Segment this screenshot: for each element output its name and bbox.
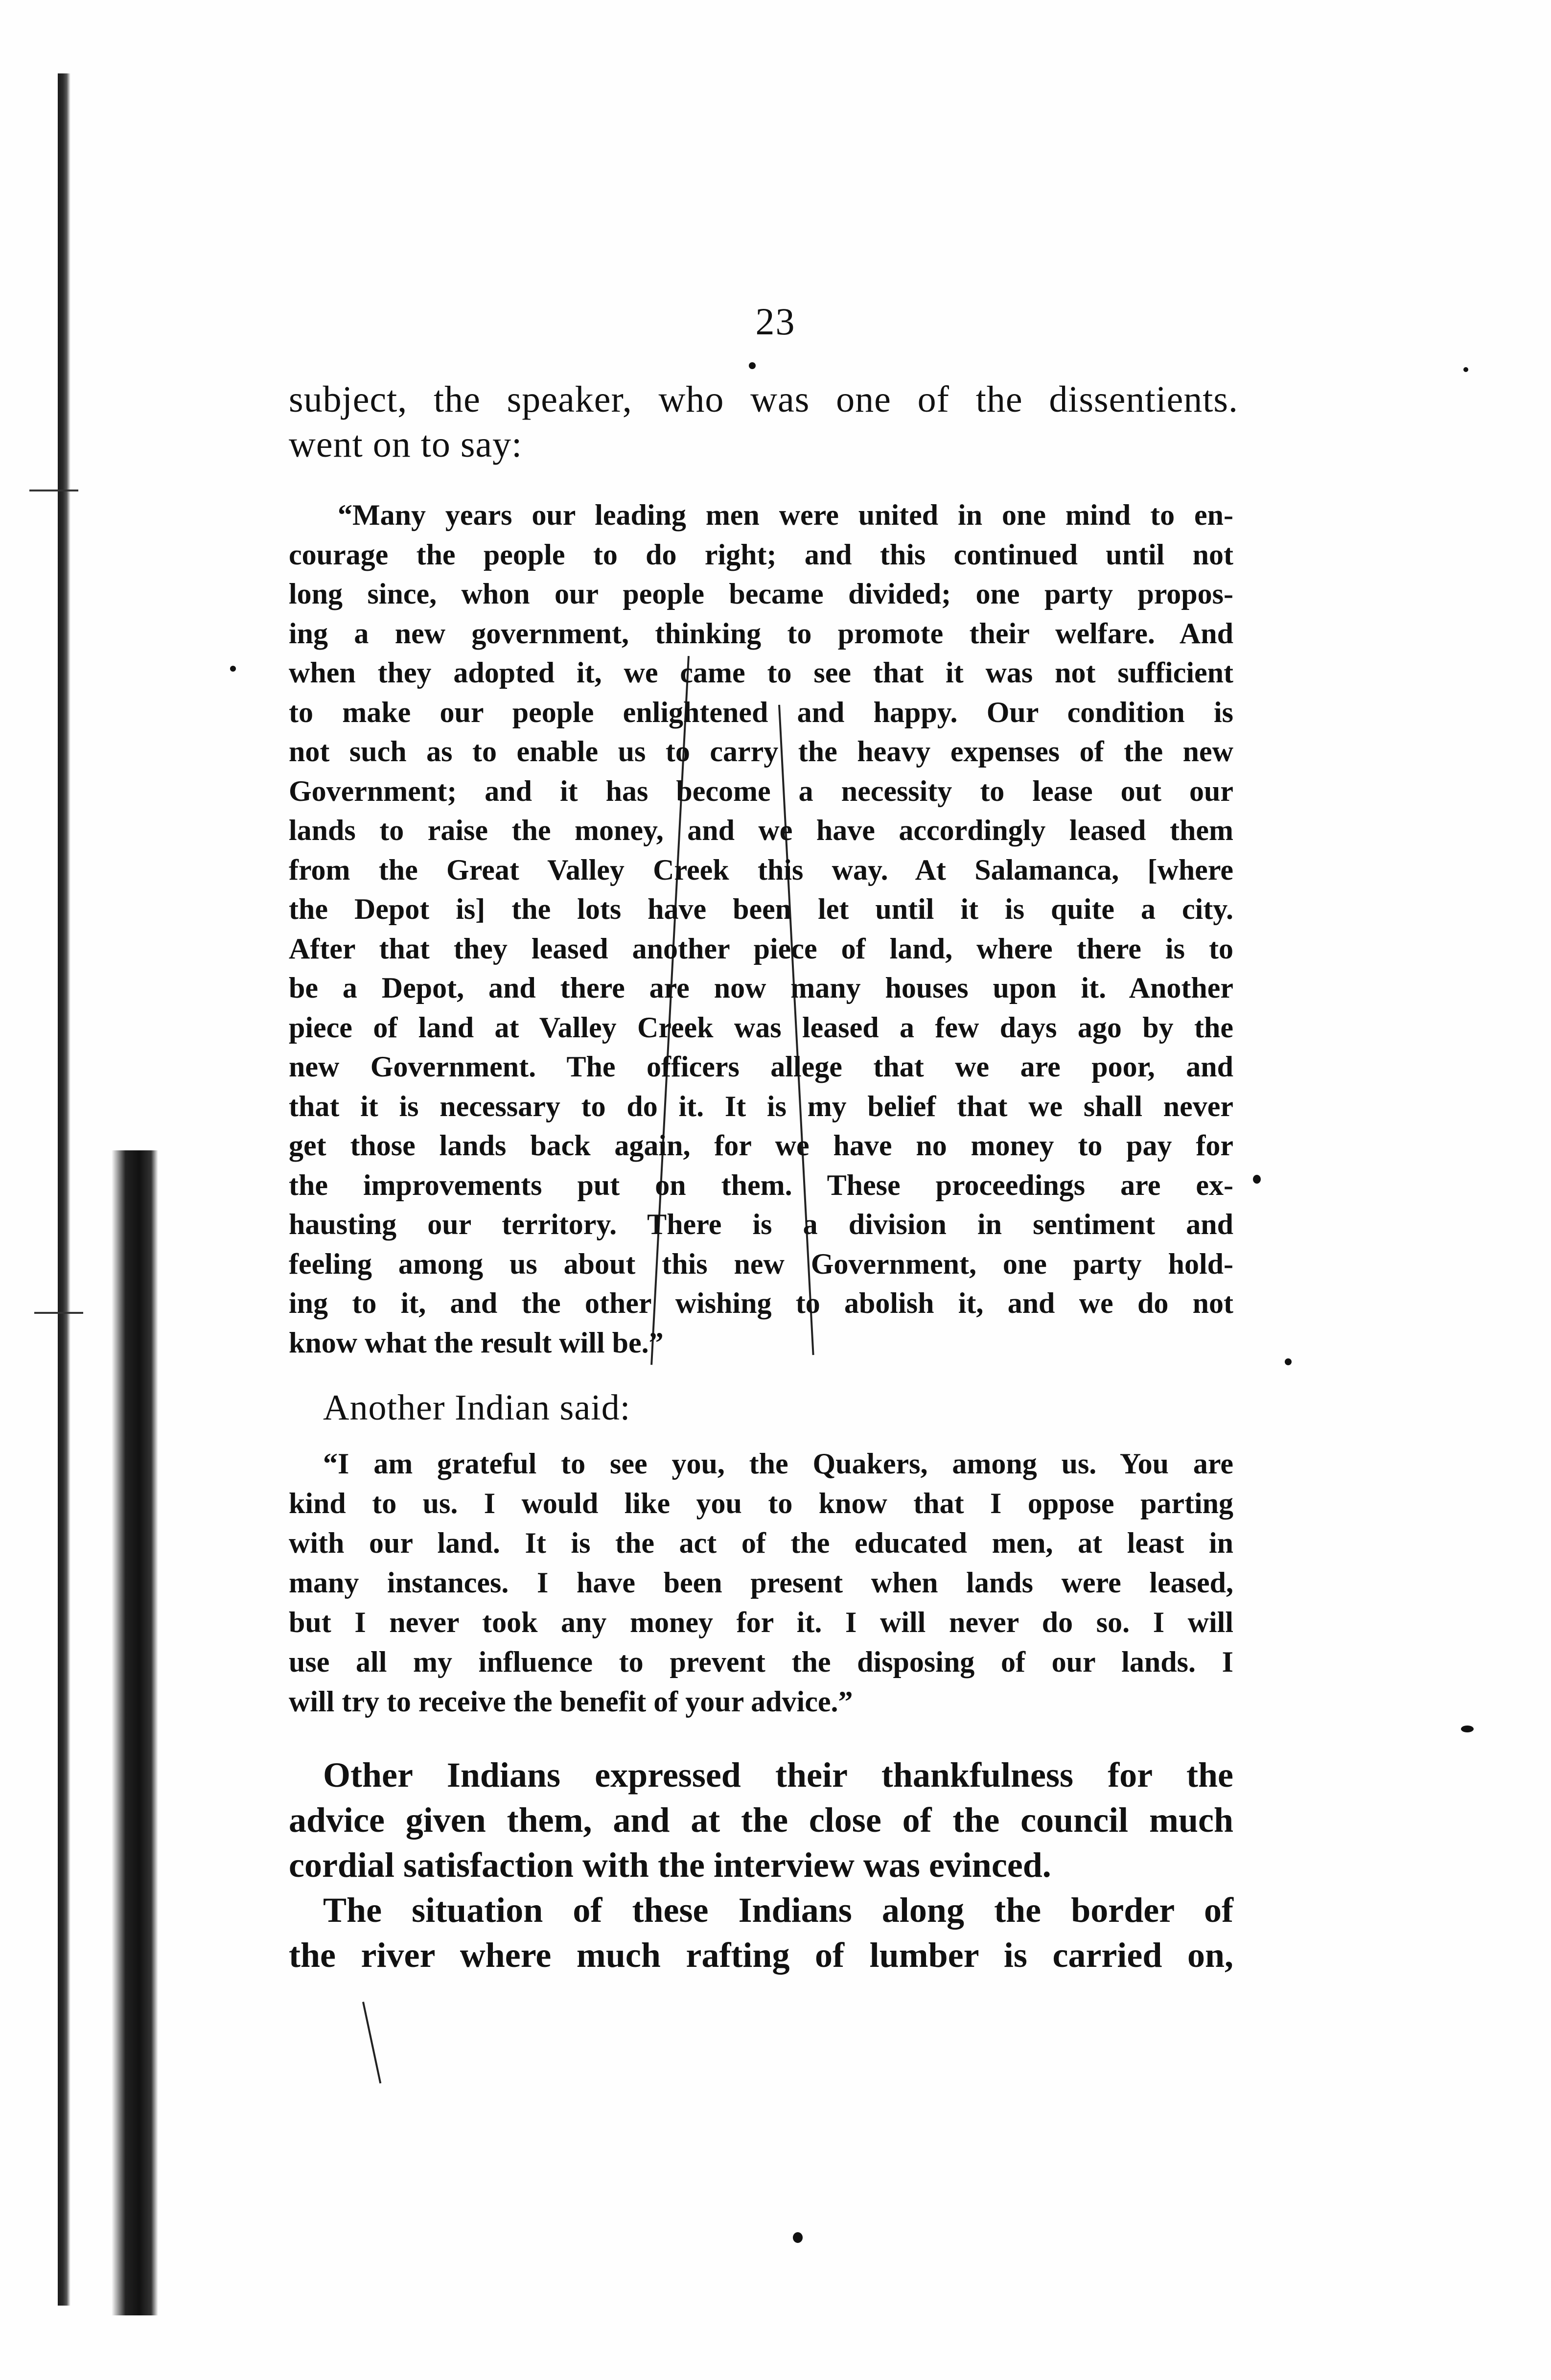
text-line: but I never took any money for it. I will never do so. I will [289, 1606, 1233, 1638]
text-line: advice given them, and at the close of the council much [289, 1800, 1233, 1840]
text-line: the Depot is] the lots have been let until it is quite a city. [289, 893, 1233, 925]
text-line: use all my influence to prevent the disposing of our lands. I [289, 1646, 1233, 1678]
text-line: will try to receive the benefit of your advice.” [289, 1685, 853, 1718]
text-line: Government; and it has become a necessity to lease out our [289, 774, 1233, 807]
scan-speck [230, 666, 236, 672]
text-line: ing a new government, thinking to promote their welfare. And [289, 617, 1233, 650]
scan-speck [749, 362, 756, 369]
text-line: many instances. I have been present when lands were leased, [289, 1566, 1233, 1599]
scan-mark [34, 1312, 83, 1314]
text-line: cordial satisfaction with the interview was evinced. [289, 1845, 1051, 1885]
text-line: piece of land at Valley Creek was leased a few days ago by the [289, 1011, 1233, 1044]
text-line: that it is necessary to do it. It is my belief that we shall never [289, 1090, 1233, 1122]
scan-speck [793, 2232, 803, 2243]
text-line: know what the result will be.” [289, 1326, 664, 1359]
text-line: Other Indians expressed their thankfulness for the [323, 1755, 1233, 1795]
text-line: hausting our territory. There is a division in sentiment and [289, 1208, 1233, 1240]
text-line: went on to say: [289, 424, 523, 465]
text-line: new Government. The officers allege that we are poor, and [289, 1050, 1233, 1083]
text-line: to make our people enlightened and happy. Our condition is [289, 696, 1233, 728]
text-line: feeling among us about this new Government, one party hold- [289, 1247, 1233, 1280]
text-line: not such as to enable us to carry the heavy expenses of the new [289, 735, 1233, 768]
scan-speck [1253, 1175, 1261, 1184]
text-line: After that they leased another piece of land, where there is to [289, 932, 1233, 965]
text-line: lands to raise the money, and we have accordingly leased them [289, 814, 1233, 846]
text-line: the improvements put on them. These proceedings are ex- [289, 1168, 1233, 1201]
text-line: “I am grateful to see you, the Quakers, among us. You are [323, 1447, 1233, 1480]
text-line: courage the people to do right; and this continued until not [289, 538, 1233, 571]
quote-block-2 [289, 1444, 1233, 1722]
text-line: long since, whon our people became divided; one party propos- [289, 578, 1233, 610]
text-line: ing to it, and the other wishing to abolish it, and we do not [289, 1287, 1233, 1319]
quote-block-1 [289, 495, 1233, 1362]
text-line: subject, the speaker, who was one of the dissentients. [289, 379, 1238, 420]
intro-paragraph [289, 377, 1238, 467]
text-line: The situation of these Indians along the border of [323, 1890, 1233, 1930]
text-line: when they adopted it, we came to see that it was not sufficient [289, 656, 1233, 689]
text-line: from the Great Valley Creek this way. At Salamanca, [where [289, 853, 1233, 886]
text-line: Another Indian said: [323, 1388, 631, 1428]
text-line: with our land. It is the act of the educated men, at least in [289, 1527, 1233, 1559]
text-line: kind to us. I would like you to know that I oppose parting [289, 1487, 1233, 1519]
text-line: be a Depot, and there are now many houses upon it. Another [289, 972, 1233, 1004]
another-indian-intro [289, 1385, 1238, 1430]
text-line: the river where much rafting of lumber is carried on, [289, 1936, 1233, 1975]
scan-speck [1463, 367, 1468, 372]
scan-speck [1285, 1358, 1292, 1365]
text-line: “Many years our leading men were united in one mind to en- [338, 499, 1233, 531]
binding-shadow [112, 1150, 158, 2315]
text-line: get those lands back again, for we have no money to pay for [289, 1129, 1233, 1162]
page-number: 23 [755, 300, 796, 343]
scan-speck [1461, 1726, 1474, 1732]
scan-mark [29, 490, 78, 491]
crease-line [362, 2002, 381, 2083]
binding-edge [58, 73, 70, 2306]
closing-paragraphs [289, 1752, 1233, 1978]
